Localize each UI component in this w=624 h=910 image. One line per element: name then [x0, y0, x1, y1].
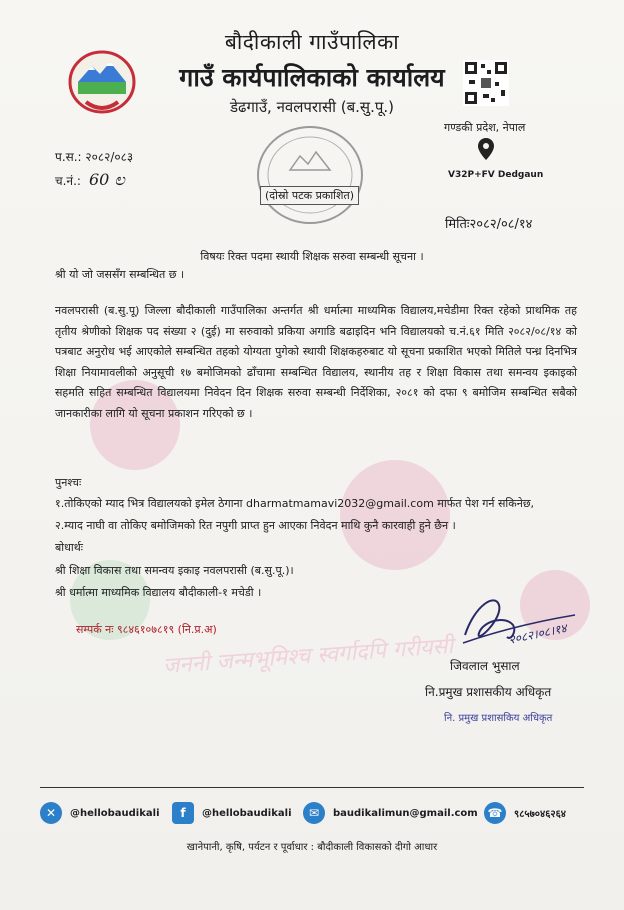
note-item: २.म्याद नाघी वा तोकिए बमोजिमको रित नपुगी प्राप्त हुन आएका निवेदन माथि कुनै कारवाही हुने छैन ।	[55, 519, 456, 532]
office-name: गाउँ कार्यपालिकाको कार्यालय	[179, 63, 445, 92]
footer-divider	[40, 787, 584, 788]
footer-phone[interactable]	[484, 802, 566, 824]
office-seal	[250, 120, 370, 234]
subject-line: विषयः रिक्त पदमा स्थायी शिक्षक सरुवा सम्बन्धी सूचना ।	[200, 250, 424, 263]
email-icon: ✉	[303, 802, 325, 824]
location-pin-icon	[478, 138, 494, 164]
email-address: baudikalimun@gmail.com	[333, 807, 478, 819]
dispatch-number	[55, 170, 125, 190]
province-label: गण्डकी प्रदेश, नेपाल	[444, 121, 526, 134]
cc-item: श्री धर्मात्मा माध्यमिक विद्यालय बौदीकाली-१ मचेडी ।	[55, 586, 262, 599]
signer-name: जिवलाल भुसाल	[450, 659, 520, 673]
dispatch-label: च.नं.:	[55, 174, 81, 188]
municipality-name: बौदीकाली गाउँपालिका	[224, 30, 400, 54]
watermark-motto: जननी जन्मभूमिश्च स्वर्गादपि गरीयसी	[162, 633, 454, 680]
footer-x[interactable]	[40, 802, 160, 824]
phone-icon: ☎	[484, 802, 506, 824]
x-handle: @hellobaudikali	[70, 807, 160, 819]
signature-date: २०८२।०८।१४	[507, 621, 568, 647]
signer-title: नि.प्रमुख प्रशासकीय अधिकृत	[425, 685, 552, 699]
footer-tagline: खानेपानी, कृषि, पर्यटन र पूर्वाधार : बौदीकाली विकासको दीगो आधार	[186, 842, 438, 853]
footer-facebook[interactable]	[172, 802, 292, 824]
facebook-icon: f	[172, 802, 194, 824]
contact-number: सम्पर्क नः ९८४६१०७८१९ (नि.प्र.अ)	[76, 623, 217, 636]
letter-date: मितिः२०८२/०८/१४	[445, 217, 533, 232]
qr-code	[463, 60, 509, 110]
letter-number: प.स.: २०८२/०८३	[55, 150, 134, 164]
second-publication-label: (दोस्रो पटक प्रकाशित)	[260, 186, 359, 205]
facebook-handle: @hellobaudikali	[202, 807, 292, 819]
watermark-flower	[340, 460, 450, 570]
cc-heading: बोधार्थः	[55, 541, 83, 554]
dispatch-value: 60 ಲ	[88, 170, 125, 189]
phone-number: ९८५७०४६२६४	[514, 809, 566, 820]
handwritten-signature	[455, 585, 595, 659]
x-icon: ✕	[40, 802, 62, 824]
notes-heading: पुनश्चः	[55, 476, 82, 489]
office-address: डेढगाउँ, नवलपरासी (ब.सु.पू.)	[230, 98, 394, 116]
signer-stamp: नि. प्रमुख प्रशासकिय अधिकृत	[444, 713, 553, 724]
addressee: श्री यो जो जससँग सम्बन्धित छ ।	[55, 268, 185, 281]
plus-code: V32P+FV Dedgaun	[448, 170, 544, 180]
cc-item: श्री शिक्षा विकास तथा समन्वय इकाइ नवलपरासी (ब.सु.पू.)।	[55, 564, 294, 577]
footer-email[interactable]	[303, 802, 478, 824]
body-paragraph: नवलपरासी (ब.सु.पू) जिल्ला बौदीकाली गाउँपालिका अन्तर्गत श्री धर्मात्मा माध्यमिक विद्यालय,मचेडीमा रिक्त रहेको प्राथमिक तह तृतीय श्रेणीको शिक्षक पद संख्या २ (दुई) मा सरुवाको प्रकिया अगाडि बढाइदिन भनि विद्यालयको च.नं.६१ मिति २०८२/०८/१४ को पत्रबाट अनुरोध भई आएकोले सम्बन्धित तहको योग्यता पुगेको स्थायी शिक्षकहरुबाट यो सूचना प्रकाशित भएको मितिले पन्ध्र दिनभित्र शिक्षा नियामावलीको अनुसूची १७ बमोजिमको ढाँचामा सम्बन्धित विद्यालय, स्थानीय तह र शिक्षा विकास तथा समन्वय इकाइको सहमति सहित सम्बन्धित विद्यालयमा निवेदन दिन शिक्षक सरुवा सम्बन्धी निर्देशिका, २०८१ को दफा ९ बमोजिम सम्बन्धित सबैको जानकारीका लागि यो सूचना प्रकाशन गरिएको छ ।	[55, 304, 577, 420]
note-item: १.तोकिएको म्याद भित्र विद्यालयको इमेल ठेगाना dharmatmamavi2032@gmail.com मार्फत पेश गर्न सकिनेछ,	[55, 497, 535, 510]
